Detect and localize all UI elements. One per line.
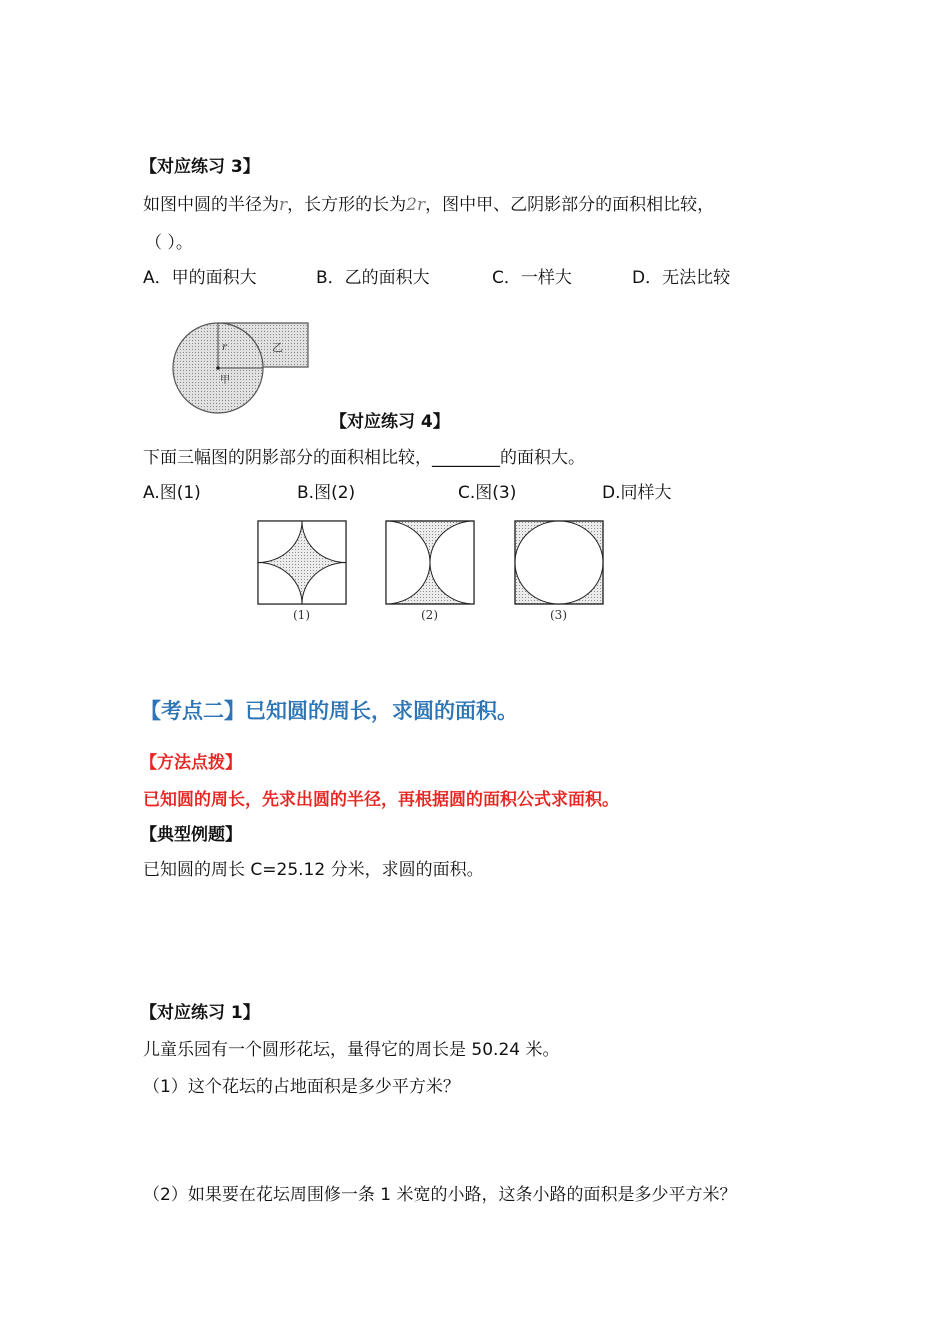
practice4-heading: 【对应练习 4】 — [330, 412, 450, 432]
yi-label: 乙 — [272, 341, 283, 354]
example-heading: 【典型例题】 — [140, 825, 242, 845]
question-text-pre: 如图中圆的半径为 — [143, 195, 279, 215]
center-dot — [216, 366, 220, 370]
figure-2 — [386, 521, 476, 605]
option-d: D．无法比较 — [632, 268, 731, 288]
question-text-post: ，图中甲、乙阴影部分的面积相比较， — [425, 195, 715, 215]
method-text: 已知圆的周长，先求出圆的半径，再根据圆的面积公式求面积。 — [143, 790, 619, 810]
option-b: B．乙的面积大 — [316, 268, 430, 288]
practice1-question-1: （1）这个花坛的占地面积是多少平方米？ — [143, 1077, 460, 1097]
practice1-question-2: （2）如果要在花坛周围修一条 1 米宽的小路，这条小路的面积是多少平方米？ — [143, 1185, 737, 1205]
figure-3-caption: (3) — [550, 608, 567, 622]
practice4-question: 下面三幅图的阴影部分的面积相比较，________的面积大。 — [143, 448, 585, 468]
circle-rectangle-figure — [170, 318, 315, 418]
radius-label: r — [222, 342, 227, 353]
example-text: 已知圆的周长 C=25.12 分米，求圆的面积。 — [143, 860, 484, 880]
option-d: D.同样大 — [602, 483, 672, 503]
option-b: B.图(2) — [297, 483, 356, 503]
option-a: A．甲的面积大 — [143, 268, 257, 288]
option-c: C.图(3) — [458, 483, 517, 503]
radius-symbol: r — [279, 195, 288, 215]
section-title: 【考点二】已知圆的周长，求圆的面积。 — [140, 699, 518, 723]
option-c: C．一样大 — [492, 268, 572, 288]
figure-3 — [515, 521, 605, 605]
length-symbol: 2r — [406, 195, 426, 215]
method-heading: 【方法点拨】 — [140, 753, 242, 773]
practice1-heading: 【对应练习 1】 — [140, 1003, 260, 1023]
jia-label: 甲 — [220, 375, 230, 386]
practice1-intro: 儿童乐园有一个圆形花坛，量得它的周长是 50.24 米。 — [143, 1040, 560, 1060]
answer-blank: （ ）。 — [145, 233, 193, 253]
figure-1 — [258, 521, 348, 605]
option-a: A.图(1) — [143, 483, 201, 503]
question-text-mid: ，长方形的长为 — [287, 195, 407, 215]
figure-2-caption: (2) — [421, 608, 438, 622]
figure-1-caption: (1) — [293, 608, 310, 622]
practice3-question — [143, 190, 714, 215]
practice3-heading: 【对应练习 3】 — [140, 157, 260, 177]
